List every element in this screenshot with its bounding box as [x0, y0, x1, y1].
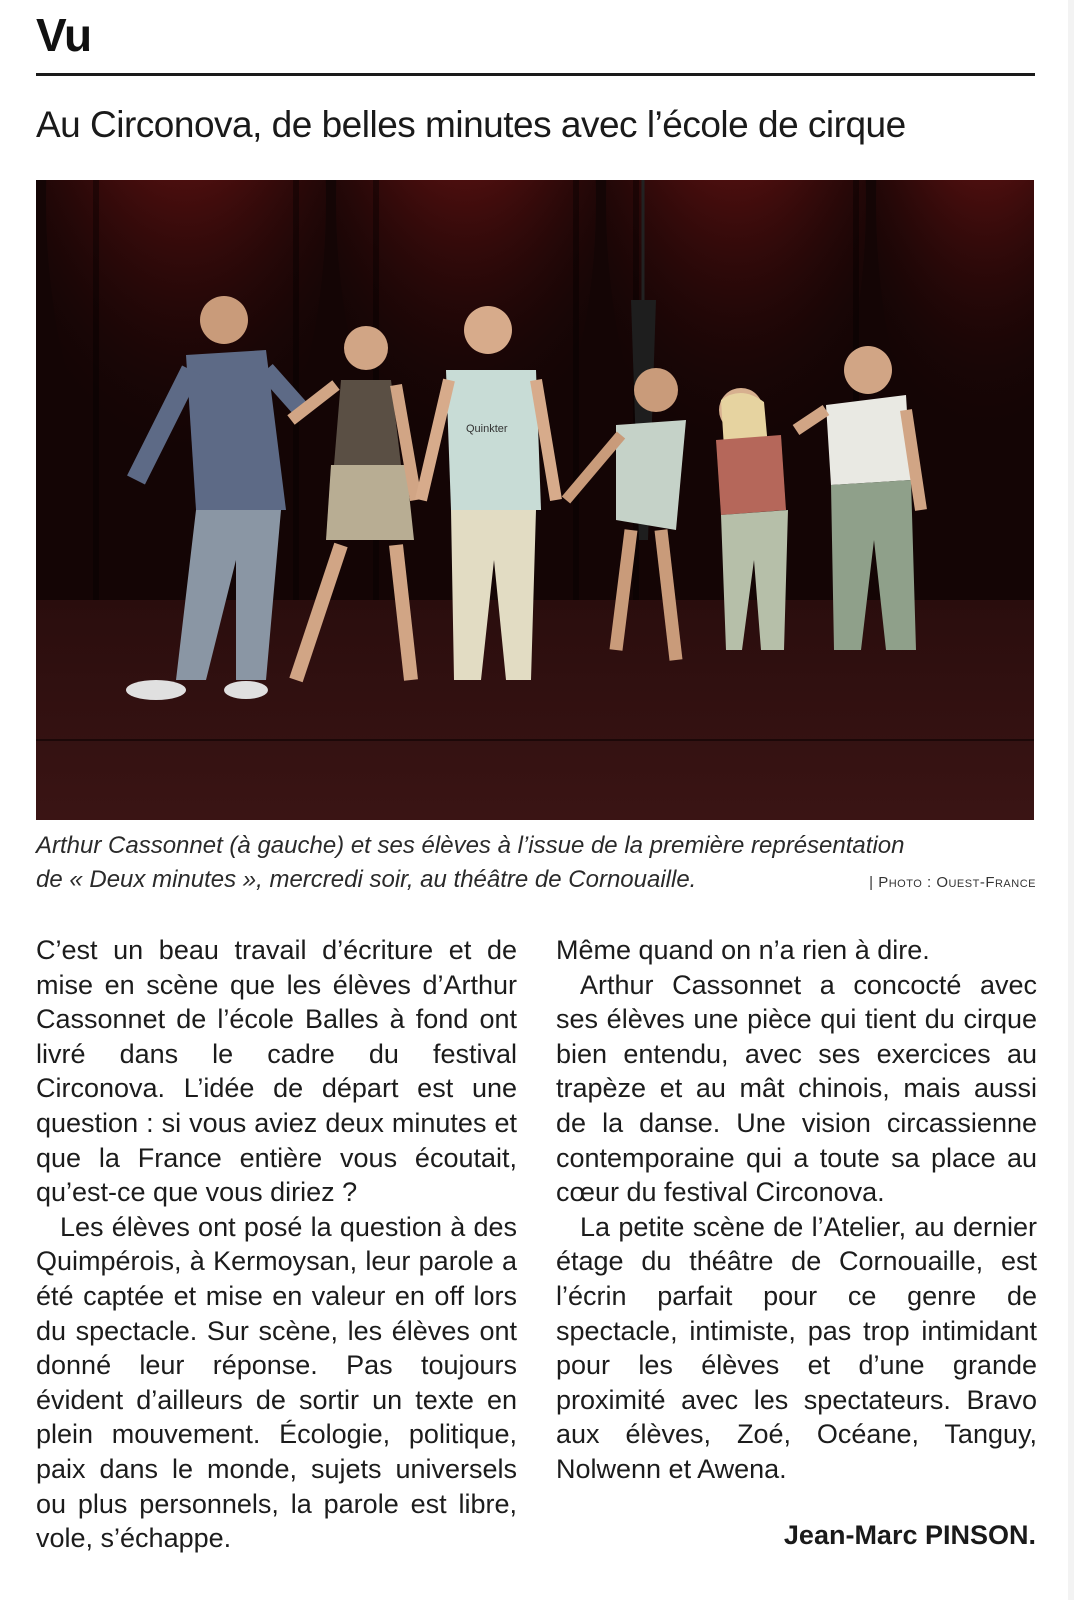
shirt-print: Quinkter [466, 423, 508, 435]
paragraph: La petite scène de l’Atelier, au dernier étage du théâtre de Cornouaille, est l’écrin parfait pour ce genre de spectacle, intimiste, pas trop intimidant pour les élèves et d’une grande proximité avec les spectateurs. Bravo aux élèves, Zoé, Océane, Tanguy, Nolwenn et Awena. [556, 1211, 1037, 1484]
photo-credit: | Photo : Ouest-France [869, 874, 1036, 891]
author-signature: Jean-Marc PINSON. [783, 1520, 1036, 1550]
section-label: Vu [36, 9, 92, 61]
headline: Au Circonova, de belles minutes avec l’école de cirque [36, 104, 906, 145]
article-photo [36, 180, 1034, 820]
section-rule [36, 73, 1035, 76]
photo-caption [36, 829, 1036, 900]
article-column-right [556, 933, 1037, 1487]
caption-line-2: de « Deux minutes », mercredi soir, au théâtre de Cornouaille. [36, 866, 697, 893]
paragraph: Les élèves ont posé la question à des Quimpérois, à Kermoysan, leur parole a été captée et mise en valeur en off lors du spectacle. Sur scène, les élèves ont donné leur réponse. Pas toujours évident d’ailleurs de sortir un texte en plein mouvement. Écologie, politique, paix dans le monde, sujets universels ou plus personnels, la parole est libre, vole, s’échappe. [36, 1211, 517, 1554]
caption-line-2-row [36, 863, 1036, 900]
caption-line-1: Arthur Cassonnet (à gauche) et ses élèves à l’issue de la première représentation [36, 832, 905, 859]
page-edge [1068, 0, 1074, 1600]
paragraph: C’est un beau travail d’écriture et de mise en scène que les élèves d’Arthur Cassonnet de l’école Balles à fond ont livré dans le cadre du festival Circonova. L’idée de départ est une question : si vous aviez deux minutes et que la France entière vous écoutait, qu’est-ce que vous diriez ? [36, 935, 517, 1208]
paragraph: Même quand on n’a rien à dire. [556, 935, 930, 965]
paragraph: Arthur Cassonnet a concocté avec ses élèves une pièce qui tient du cirque bien entendu, avec ses exercices au trapèze et au mât chinois, mais aussi de la danse. Une vision circassienne contemporaine qui a toute sa place au cœur du festival Circonova. [556, 969, 1037, 1208]
article-column-left [36, 933, 517, 1556]
